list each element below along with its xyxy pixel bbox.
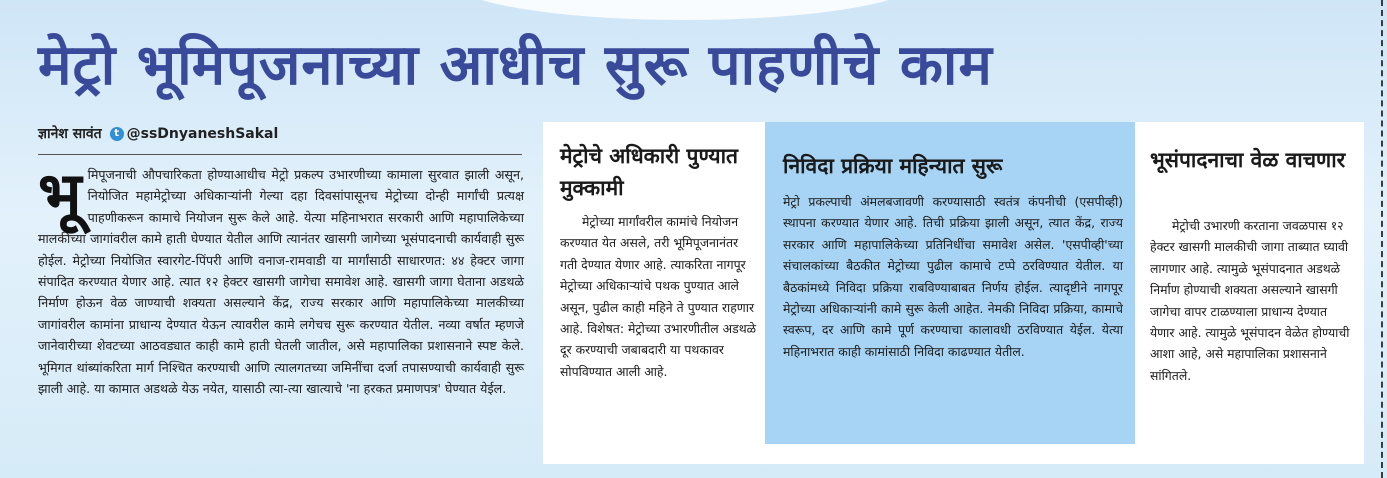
main-article: [38, 158, 524, 399]
box-officials-text: मेट्रोच्या मार्गांवरील कामांचे नियोजन करण्यात येत असले, तरी भूमिपूजनानंतर गती देण्यात येणार आहे. त्याकरिता नागपूर मेट्रोच्या अधिकाऱ्यांचे पथक पुण्यात आले असून, पुढील काही महिने ते पुण्यात राहणार आहे. विशेषत: मेट्रोच्या उभारणीतील अडथळे दूर करण्याची जबाबदारी या पथकावर सोपविण्यात आली आहे.: [560, 214, 757, 379]
headline: मेट्रो भूमिपूजनाच्या आधीच सुरू पाहणीचे काम: [38, 33, 993, 98]
main-article-text: मिपूजनाची औपचारिकता होण्याआधीच मेट्रो प्रकल्प उभारणीच्या कामाला सुरवात झाली असून, नियोजित महामेट्रोच्या अधिकाऱ्यांनी गेल्या दहा दिवसांपासूनच मेट्रोच्या दोन्ही मार्गांची प्रत्यक्ष पाहणीकरून कामाचे नियोजन सुरू केले आहे. येत्या महिनाभरात सरकारी आणि महापालिकेच्या मालकीच्या जागांवरील कामे हाती घेण्यात येतील आणि त्यानंतर खासगी जागेच्या भूसंपादनाची कार्यवाही सुरू होईल. मेट्रोच्या नियोजित स्वारगेट-पिंपरी आणि वनाज-रामवाडी या मार्गांसाठी साधारणत: ४४ हेक्टर जागा संपादित करण्यात येणार आहे. त्यात १२ हेक्टर खासगी जागेचा समावेश आहे. खासगी जागा घेताना अडथळे निर्माण होऊन वेळ जाण्याची शक्यता असल्याने केंद्र, राज्य सरकार आणि महापालिकेच्या मालकीच्या जागांवरील कामांना प्राधान्य देण्यात येऊन त्यावरील कामे लगेचच सुरू करण्यात येतील. नव्या वर्षात म्हणजे जानेवारीच्या शेवटच्या आठवड्यात काही कामे हाती घेतली जातील, असे महापालिका प्रशासनाने स्पष्ट केले. भूमिगत थांब्यांकरिता मार्ग निश्चित करण्याची आणि त्यालगतच्या जमिनींचा दर्जा तपासण्याची कार्यवाही सुरू झाली आहे. या कामात अडथळे येऊ नयेत, यासाठी त्या-त्या खात्याचे 'ना हरकत प्रमाणपत्र' घेण्यात येईल.: [38, 167, 524, 397]
box-land-title: भूसंपादनाचा वेळ वाचणार: [1150, 148, 1346, 172]
twitter-handle: @ssDnyaneshSakal: [126, 126, 279, 142]
byline-divider: [38, 154, 522, 155]
decorative-cloud: [450, 0, 920, 20]
box-officials-title: मेट्रोचे अधिकारी पुण्यात मुक्कामी: [560, 144, 739, 200]
byline: [38, 122, 278, 146]
box-tender-text: मेट्रो प्रकल्पाची अंमलबजावणी करण्यासाठी स्वतंत्र कंपनीची (एसपीव्ही) स्थापना करण्यात येणार आहे. तिची प्रक्रिया झाली असून, त्यात केंद्र, राज्य सरकार आणि महापालिकेच्या प्रतिनिधींचा समावेश असेल. 'एसपीव्ही'च्या संचालकांच्या बैठकीत मेट्रोच्या पुढील कामाचे टप्पे ठरविण्यात येतील. या बैठकांमध्ये निविदा प्रक्रिया राबविण्याबाबत निर्णय होईल. त्यादृष्टीने नागपूर मेट्रोच्या अधिकाऱ्यांनी कामे सुरू केली आहेत. नेमकी निविदा प्रक्रिया, कामाचे स्वरूप, दर आणि कामे पूर्ण करण्याचा कालावधी ठरविण्यात येईल. येत्या महिनाभरात काही कामांसाठी निविदा काढण्यात येतील.: [783, 194, 1123, 359]
dropcap: भू: [38, 158, 82, 231]
page-border: [1381, 0, 1383, 478]
box-land-text: मेट्रोची उभारणी करताना जवळपास १२ हेक्टर खासगी मालकीची जागा ताब्यात घ्यावी लागणार आहे. त्यामुळे भूसंपादनात अडथळे निर्माण होण्याची शक्यता असल्याने खासगी जागेचा वापर टाळण्याला प्राधान्य देण्यात येणार आहे. त्यामुळे भूसंपादन वेळेत होण्याची आशा आहे, असे महापालिका प्रशासनाने सांगितले.: [1150, 218, 1350, 383]
sidebar-box-tender-footer: [765, 444, 1135, 464]
author-name: ज्ञानेश सावंत: [38, 126, 102, 142]
box-tender-title: निविदा प्रक्रिया महिन्यात सुरू: [783, 154, 1003, 178]
twitter-bird-icon: t: [110, 127, 124, 141]
